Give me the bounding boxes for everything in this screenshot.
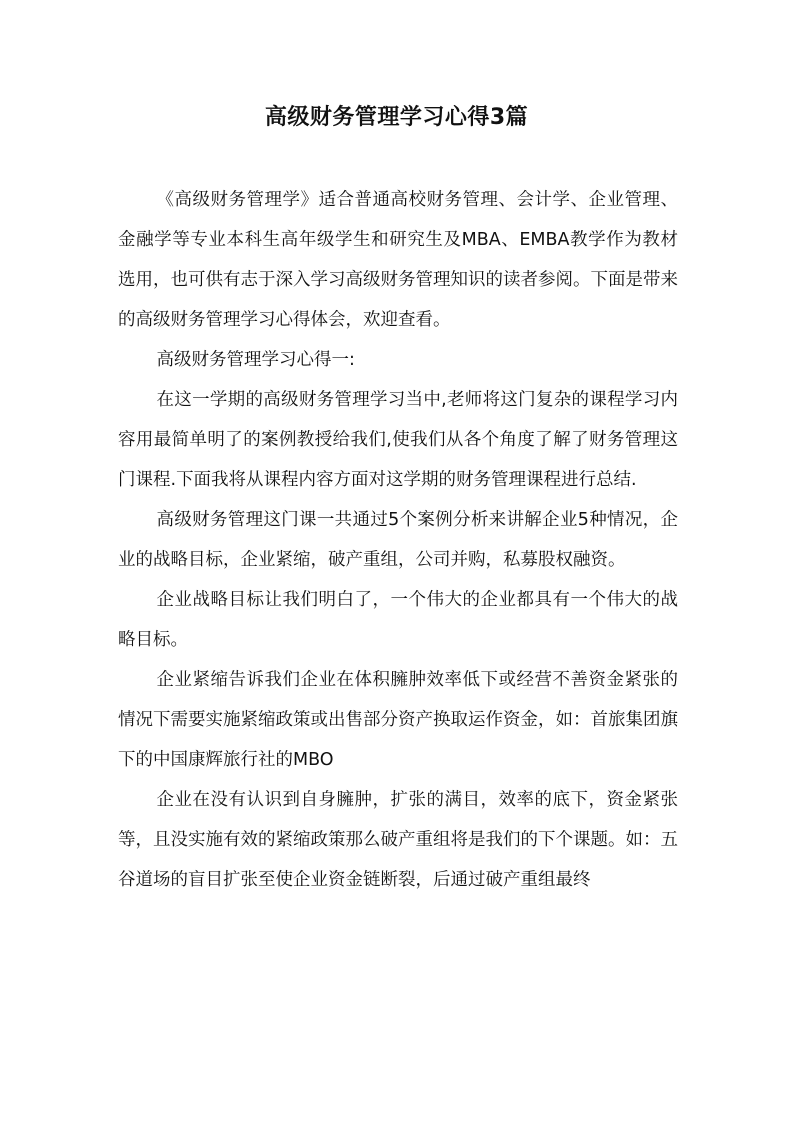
paragraph: 高级财务管理这门课一共通过5个案例分析来讲解企业5种情况，企业的战略目标，企业紧缩，破产重组，公司并购，私募股权融资。 — [118, 510, 678, 570]
document-title: 高级财务管理学习心得3篇 — [264, 105, 529, 130]
paragraph-heading-one: 高级财务管理学习心得一: — [156, 350, 355, 370]
document-body — [118, 180, 678, 900]
paragraph: 企业紧缩告诉我们企业在体积臃肿效率低下或经营不善资金紧张的情况下需要实施紧缩政策或出售部分资产换取运作资金，如：首旅集团旗下的中国康辉旅行社的MBO — [118, 670, 678, 770]
paragraph-intro: 《高级财务管理学》适合普通高校财务管理、会计学、企业管理、金融学等专业本科生高年级学生和研究生及MBA、EMBA教学作为教材选用，也可供有志于深入学习高级财务管理知识的读者参阅。下面是带来的高级财务管理学习心得体会，欢迎查看。 — [118, 190, 678, 330]
paragraph: 在这一学期的高级财务管理学习当中,老师将这门复杂的课程学习内容用最简单明了的案例教授给我们,使我们从各个角度了解了财务管理这门课程.下面我将从课程内容方面对这学期的财务管理课程进行总结. — [118, 390, 678, 490]
paragraph: 企业在没有认识到自身臃肿，扩张的满目，效率的底下，资金紧张等，且没实施有效的紧缩政策那么破产重组将是我们的下个课题。如：五谷道场的盲目扩张至使企业资金链断裂，后通过破产重组最终 — [118, 790, 678, 890]
paragraph: 企业战略目标让我们明白了，一个伟大的企业都具有一个伟大的战略目标。 — [118, 590, 678, 650]
